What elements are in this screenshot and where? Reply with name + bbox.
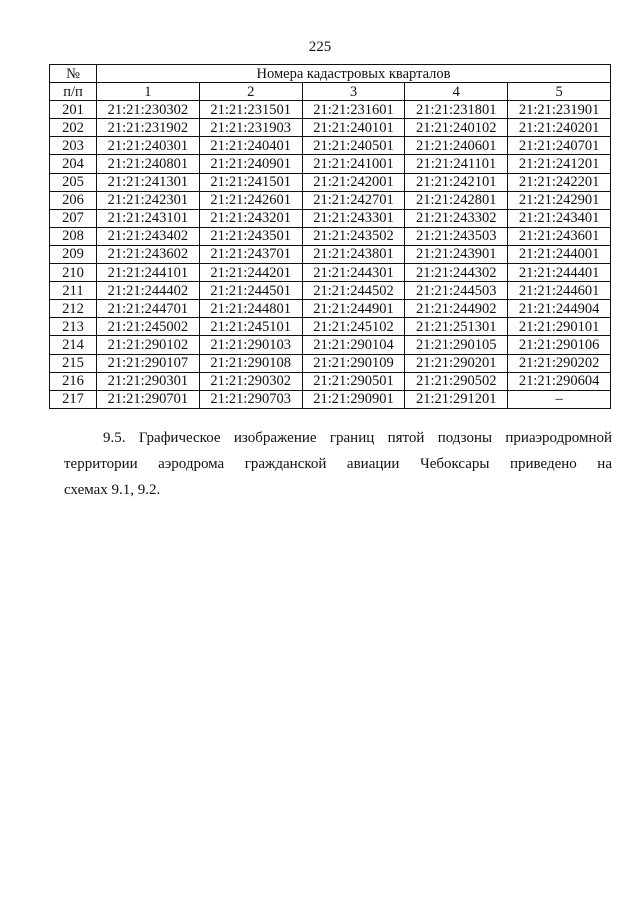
cadastral-number-cell: 21:21:290101 <box>508 318 611 336</box>
cadastral-number-cell: 21:21:243401 <box>508 209 611 227</box>
cadastral-number-cell: 21:21:290302 <box>199 372 302 390</box>
cadastral-number-cell: 21:21:251301 <box>405 318 508 336</box>
table-row <box>50 372 611 390</box>
cadastral-number-cell: 21:21:231903 <box>199 119 302 137</box>
cadastral-number-cell: 21:21:290104 <box>302 336 405 354</box>
row-number: 208 <box>50 227 97 245</box>
cadastral-number-cell: 21:21:242301 <box>97 191 200 209</box>
cadastral-number-cell: 21:21:244801 <box>199 300 302 318</box>
row-number: 203 <box>50 137 97 155</box>
row-number: 206 <box>50 191 97 209</box>
cadastral-number-cell: 21:21:244201 <box>199 264 302 282</box>
cadastral-number-cell: 21:21:240102 <box>405 119 508 137</box>
table-header-row <box>50 65 611 83</box>
cadastral-number-cell: 21:21:241501 <box>199 173 302 191</box>
cadastral-number-cell: 21:21:231901 <box>508 101 611 119</box>
cadastral-number-cell: 21:21:245102 <box>302 318 405 336</box>
cadastral-number-cell: 21:21:290202 <box>508 354 611 372</box>
table-row <box>50 137 611 155</box>
cadastral-number-cell: 21:21:243503 <box>405 227 508 245</box>
row-number: 209 <box>50 245 97 263</box>
column-number: 5 <box>508 83 611 101</box>
cadastral-number-cell: 21:21:240601 <box>405 137 508 155</box>
table-row <box>50 245 611 263</box>
table-row <box>50 390 611 408</box>
column-number: 3 <box>302 83 405 101</box>
cadastral-number-cell: 21:21:242201 <box>508 173 611 191</box>
cadastral-number-cell: 21:21:290703 <box>199 390 302 408</box>
cadastral-number-cell: 21:21:290301 <box>97 372 200 390</box>
cadastral-number-cell: 21:21:240501 <box>302 137 405 155</box>
cadastral-number-cell: 21:21:245002 <box>97 318 200 336</box>
cadastral-number-cell: 21:21:244901 <box>302 300 405 318</box>
cadastral-number-cell: 21:21:230302 <box>97 101 200 119</box>
cadastral-number-cell: 21:21:243701 <box>199 245 302 263</box>
table-row <box>50 354 611 372</box>
cadastral-number-cell: 21:21:290901 <box>302 390 405 408</box>
cadastral-number-cell: 21:21:243602 <box>97 245 200 263</box>
table-row <box>50 227 611 245</box>
cadastral-number-cell: 21:21:241201 <box>508 155 611 173</box>
cadastral-number-cell: 21:21:240801 <box>97 155 200 173</box>
cadastral-number-cell: 21:21:245101 <box>199 318 302 336</box>
cadastral-number-cell: 21:21:243101 <box>97 209 200 227</box>
cadastral-number-cell: 21:21:241001 <box>302 155 405 173</box>
cadastral-number-cell: 21:21:290701 <box>97 390 200 408</box>
cadastral-number-cell: 21:21:244301 <box>302 264 405 282</box>
table-row <box>50 191 611 209</box>
table-row <box>50 282 611 300</box>
cadastral-number-cell: 21:21:244503 <box>405 282 508 300</box>
header-group-title: Номера кадастровых кварталов <box>97 65 611 83</box>
cadastral-number-cell: 21:21:290109 <box>302 354 405 372</box>
cadastral-number-cell: 21:21:244401 <box>508 264 611 282</box>
cadastral-number-cell: 21:21:244501 <box>199 282 302 300</box>
table-row <box>50 300 611 318</box>
cadastral-number-cell: 21:21:243801 <box>302 245 405 263</box>
cadastral-number-cell: 21:21:241101 <box>405 155 508 173</box>
table-row <box>50 173 611 191</box>
cadastral-number-cell: 21:21:290107 <box>97 354 200 372</box>
cadastral-number-cell: 21:21:231601 <box>302 101 405 119</box>
row-number: 213 <box>50 318 97 336</box>
table-row <box>50 101 611 119</box>
row-number: 204 <box>50 155 97 173</box>
cadastral-number-cell: 21:21:290105 <box>405 336 508 354</box>
row-number: 205 <box>50 173 97 191</box>
cadastral-number-cell: 21:21:290201 <box>405 354 508 372</box>
cadastral-number-cell: 21:21:242701 <box>302 191 405 209</box>
cadastral-number-cell: 21:21:243501 <box>199 227 302 245</box>
cadastral-number-cell: 21:21:290501 <box>302 372 405 390</box>
cadastral-number-cell: 21:21:291201 <box>405 390 508 408</box>
cadastral-number-cell: 21:21:231902 <box>97 119 200 137</box>
cadastral-number-cell: 21:21:240701 <box>508 137 611 155</box>
cadastral-number-cell: 21:21:244101 <box>97 264 200 282</box>
row-number: 217 <box>50 390 97 408</box>
cadastral-number-cell: 21:21:240401 <box>199 137 302 155</box>
cadastral-number-cell: 21:21:231801 <box>405 101 508 119</box>
header-num-bottom: п/п <box>50 83 97 101</box>
cadastral-number-cell: 21:21:241301 <box>97 173 200 191</box>
cadastral-number-cell: 21:21:244902 <box>405 300 508 318</box>
row-number: 216 <box>50 372 97 390</box>
cadastral-number-cell: – <box>508 390 611 408</box>
row-number: 202 <box>50 119 97 137</box>
cadastral-number-cell: 21:21:244904 <box>508 300 611 318</box>
cadastral-quarters-table <box>49 64 611 409</box>
cadastral-number-cell: 21:21:244601 <box>508 282 611 300</box>
table-row <box>50 318 611 336</box>
row-number: 214 <box>50 336 97 354</box>
column-number: 2 <box>199 83 302 101</box>
cadastral-number-cell: 21:21:290604 <box>508 372 611 390</box>
paragraph-line-1: 9.5. Графическое изображение границ пятой подзоны приаэродромной <box>103 430 612 446</box>
column-number: 1 <box>97 83 200 101</box>
cadastral-number-cell: 21:21:243901 <box>405 245 508 263</box>
paragraph-line-2: территории аэродрома гражданской авиации Чебоксары приведено на <box>64 456 612 472</box>
row-number: 212 <box>50 300 97 318</box>
column-number: 4 <box>405 83 508 101</box>
cadastral-number-cell: 21:21:242801 <box>405 191 508 209</box>
cadastral-number-cell: 21:21:290108 <box>199 354 302 372</box>
row-number: 201 <box>50 101 97 119</box>
cadastral-number-cell: 21:21:243301 <box>302 209 405 227</box>
cadastral-number-cell: 21:21:290102 <box>97 336 200 354</box>
cadastral-number-cell: 21:21:240301 <box>97 137 200 155</box>
cadastral-number-cell: 21:21:290103 <box>199 336 302 354</box>
cadastral-number-cell: 21:21:242101 <box>405 173 508 191</box>
cadastral-number-cell: 21:21:231501 <box>199 101 302 119</box>
cadastral-number-cell: 21:21:244302 <box>405 264 508 282</box>
cadastral-number-cell: 21:21:244001 <box>508 245 611 263</box>
cadastral-number-cell: 21:21:243302 <box>405 209 508 227</box>
cadastral-number-cell: 21:21:244502 <box>302 282 405 300</box>
page-number: 225 <box>308 39 332 55</box>
row-number: 210 <box>50 264 97 282</box>
cadastral-number-cell: 21:21:244402 <box>97 282 200 300</box>
cadastral-number-cell: 21:21:242901 <box>508 191 611 209</box>
paragraph-line-3: схемах 9.1, 9.2. <box>64 482 161 498</box>
table-row <box>50 119 611 137</box>
cadastral-number-cell: 21:21:290502 <box>405 372 508 390</box>
table-body <box>50 101 611 409</box>
cadastral-number-cell: 21:21:242601 <box>199 191 302 209</box>
cadastral-number-cell: 21:21:243502 <box>302 227 405 245</box>
table-row <box>50 264 611 282</box>
table-row <box>50 209 611 227</box>
cadastral-number-cell: 21:21:243402 <box>97 227 200 245</box>
cadastral-number-cell: 21:21:243201 <box>199 209 302 227</box>
header-num-top: № <box>50 65 97 83</box>
cadastral-number-cell: 21:21:240101 <box>302 119 405 137</box>
cadastral-number-cell: 21:21:240901 <box>199 155 302 173</box>
cadastral-number-cell: 21:21:243601 <box>508 227 611 245</box>
row-number: 215 <box>50 354 97 372</box>
table-row <box>50 155 611 173</box>
cadastral-number-cell: 21:21:244701 <box>97 300 200 318</box>
row-number: 211 <box>50 282 97 300</box>
table-row <box>50 336 611 354</box>
row-number: 207 <box>50 209 97 227</box>
cadastral-number-cell: 21:21:240201 <box>508 119 611 137</box>
table-subheader-row <box>50 83 611 101</box>
cadastral-number-cell: 21:21:242001 <box>302 173 405 191</box>
cadastral-number-cell: 21:21:290106 <box>508 336 611 354</box>
